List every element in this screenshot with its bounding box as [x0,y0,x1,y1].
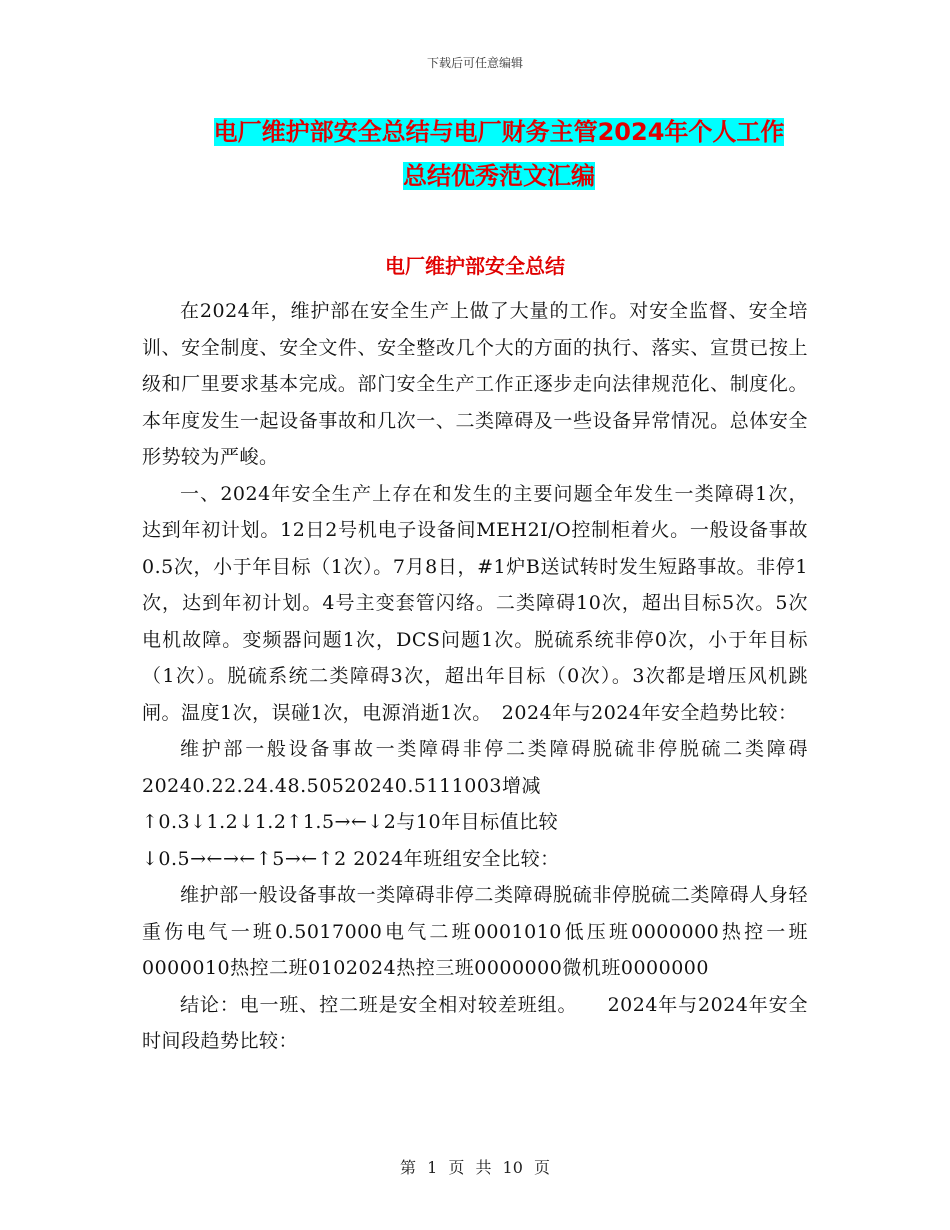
paragraph-trend-change: ↑0.3↓1.2↓1.2↑1.5→←↓2与10年目标值比较 [142,811,559,833]
paragraph-intro: 在2024年，维护部在安全生产上做了大量的工作。对安全监督、安全培训、安全制度、安全文件、安全整改几个大的方面的执行、落实、宣贯已按上级和厂里要求基本完成。部门安全生产工作正逐步走向法律规范化、制度化。本年度发生一起设备事故和几次一、二类障碍及一些设备异常情况。总体安全形势较为严峻。 [142,300,808,468]
document-title [186,110,812,198]
paragraph-trend-table-header: 维护部一般设备事故一类障碍非停二类障碍脱硫非停脱硫二类障碍20240.22.24.48.50520240.5111003增减 [142,738,808,797]
header-note: 下载后可任意编辑 [426,56,523,70]
paragraph-team-compare: 维护部一般设备事故一类障碍非停二类障碍脱硫非停脱硫二类障碍人身轻重伤电气一班0.5017000电气二班0001010低压班0000000热控一班0000010热控二班0102024热控三班0000000微机班0000000 [142,884,808,979]
paragraph-target-compare: ↓0.5→←→←↑5→←↑2 2024年班组安全比较： [142,847,560,870]
document-title-line-2: 总结优秀范文汇编 [403,162,595,190]
paragraph-problems: 一、2024年安全生产上存在和发生的主要问题全年发生一类障碍1次，达到年初计划。12日2号机电子设备间MEH2I/O控制柜着火。一般设备事故0.5次，小于年目标（1次）。7月8日，#1炉B送试转时发生短路事故。非停1次，达到年初计划。4号主变套管闪络。二类障碍10次，超出目标5次。5次电机故障。变频器问题1次，DCS问题1次。脱硫系统非停0次，小于年目标（1次）。脱硫系统二类障碍3次，超出年目标（0次）。3次都是增压风机跳闸。温度1次，误碰1次，电源消逝1次。 2024年与2024年安全趋势比较： [142,482,808,724]
section-heading: 电厂维护部安全总结 [385,254,565,278]
page-footer: 第 1 页 共 10 页 [400,1158,550,1177]
document-title-line-1: 电厂维护部安全总结与电厂财务主管2024年个人工作 [213,118,785,146]
document-body [142,293,808,1060]
paragraph-conclusion: 结论：电一班、控二班是安全相对较差班组。 2024年与2024年安全时间段趋势比较： [142,993,808,1052]
